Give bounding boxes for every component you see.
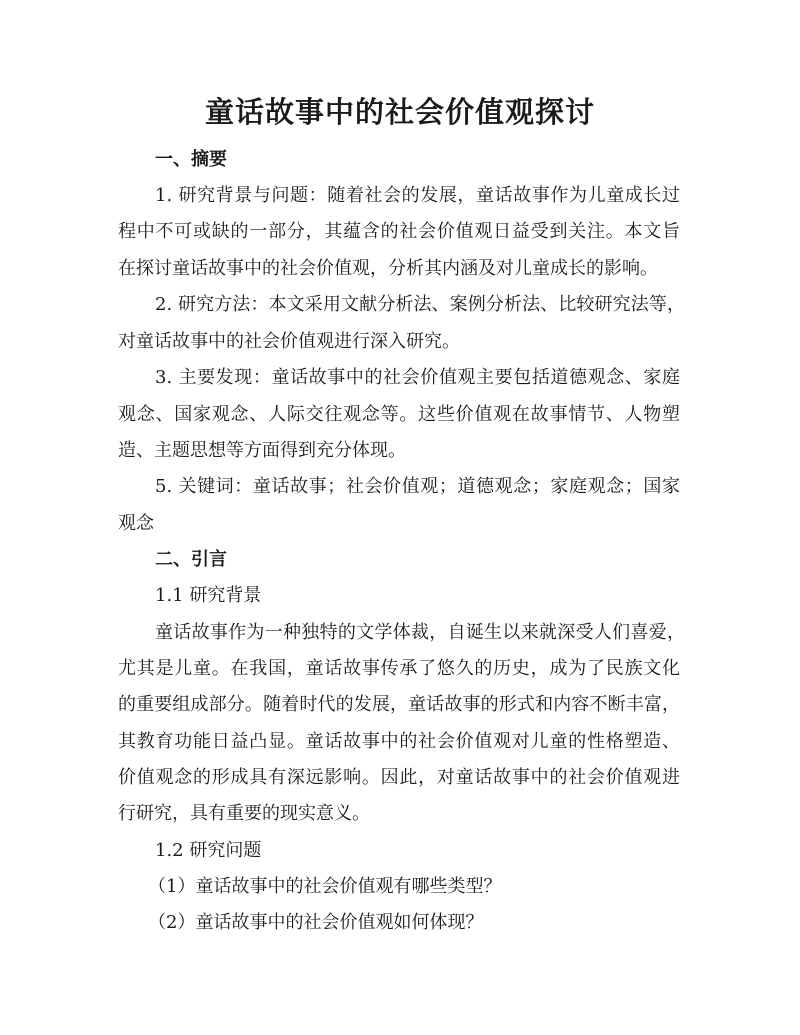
paragraph-line: 3. 主要发现：童话故事中的社会价值观主要包括道德观念、家庭 xyxy=(155,367,680,388)
paragraph-line: 的重要组成部分。随着时代的发展，童话故事的形式和内容不断丰富， xyxy=(118,694,680,715)
paragraph-line: 观念、国家观念、人际交往观念等。这些价值观在故事情节、人物塑 xyxy=(118,404,680,425)
subheading-research-questions: 1.2 研究问题 xyxy=(155,840,262,861)
paragraph-line: 行研究，具有重要的现实意义。 xyxy=(118,803,370,824)
paragraph-line: 1. 研究背景与问题：随着社会的发展，童话故事作为儿童成长过 xyxy=(155,185,680,206)
paragraph-line: 程中不可或缺的一部分，其蕴含的社会价值观日益受到关注。本文旨 xyxy=(118,221,680,242)
section-heading-abstract: 一、摘要 xyxy=(155,149,227,170)
section-heading-introduction: 二、引言 xyxy=(155,549,227,570)
paragraph-line: 造、主题思想等方面得到充分体现。 xyxy=(118,440,406,461)
paragraph-line: 对童话故事中的社会价值观进行深入研究。 xyxy=(118,331,460,352)
research-question-item: （2）童话故事中的社会价值观如何体现？ xyxy=(148,912,484,933)
paragraph-line: 其教育功能日益凸显。童话故事中的社会价值观对儿童的性格塑造、 xyxy=(118,731,680,752)
paragraph-line: 童话故事作为一种独特的文学体裁，自诞生以来就深受人们喜爱， xyxy=(155,622,685,643)
paragraph-line: 在探讨童话故事中的社会价值观，分析其内涵及对儿童成长的影响。 xyxy=(118,258,658,279)
keywords-line: 5. 关键词：童话故事；社会价值观；道德观念；家庭观念；国家 xyxy=(155,476,680,497)
subheading-research-background: 1.1 研究背景 xyxy=(155,585,262,606)
paragraph-line: 2. 研究方法：本文采用文献分析法、案例分析法、比较研究法等， xyxy=(155,294,685,315)
paragraph-line: 尤其是儿童。在我国，童话故事传承了悠久的历史，成为了民族文化 xyxy=(118,658,680,679)
keywords-line: 观念 xyxy=(118,513,154,534)
paragraph-line: 价值观念的形成具有深远影响。因此，对童话故事中的社会价值观进 xyxy=(118,767,680,788)
page-title: 童话故事中的社会价值观探讨 xyxy=(204,95,595,129)
research-question-item: （1）童话故事中的社会价值观有哪些类型？ xyxy=(148,876,502,897)
